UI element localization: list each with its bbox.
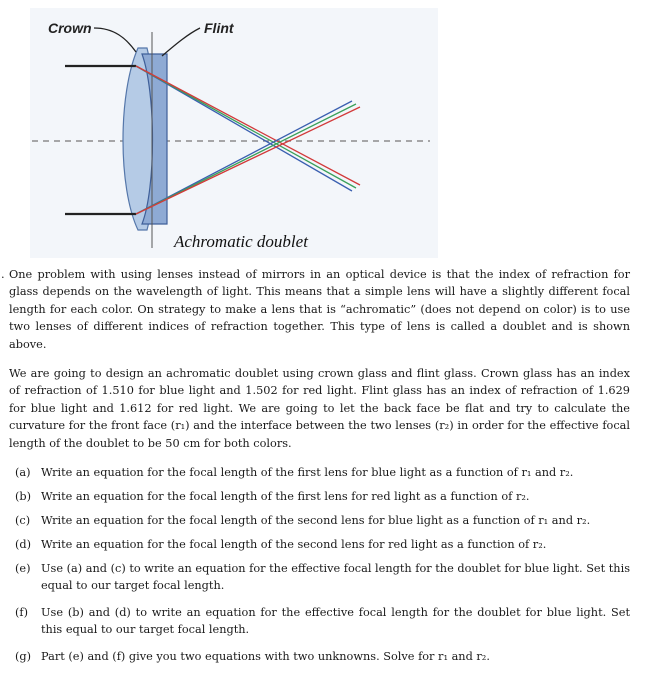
part-label: (f): [15, 606, 28, 620]
question-part-e: [0, 560, 630, 594]
part-label: (a): [15, 466, 31, 480]
part-text: Write an equation for the focal length of the second lens for red light as a function of r₂.: [41, 538, 547, 552]
part-label: (e): [15, 562, 31, 576]
question-part-c: [0, 512, 630, 529]
intro-paragraph-text: One problem with using lenses instead of mirrors in an optical device is that the index of refraction for glass depends on the wavelength of light. This means that a simple lens will have a slightly different focal length for each color. On strategy to make a lens that is “achromatic” (does not depend on color) is to use two lenses of different indices of refraction together. This type of lens is called a doublet and is shown above.: [9, 268, 630, 351]
ray-green-bottom: [136, 104, 356, 214]
achromatic-doublet-figure: [30, 8, 438, 258]
question-part-d: [0, 536, 630, 553]
ray-green-top: [136, 66, 356, 188]
part-text: Use (a) and (c) to write an equation for the effective focal length for the doublet for blue light. Set this equal to our target focal length.: [41, 562, 630, 593]
design-paragraph-text: We are going to design an achromatic doublet using crown glass and flint glass. Crown glass has an index of refraction of 1.510 for blue light and 1.502 for red light. Flint glass has an index of refraction of 1.629 for blue light and 1.612 for red light. We are going to let the back face be flat and try to calculate the curvature for the front face (r₁) and the interface between the two lenses (r₂) in order for the effective focal length of the doublet to be 50 cm for both colors.: [9, 367, 630, 450]
part-text: Write an equation for the focal length of the first lens for red light as a function of r₂.: [41, 490, 530, 504]
flint-label: Flint: [204, 20, 234, 36]
ray-red-bottom: [136, 107, 360, 214]
part-label: (b): [15, 490, 32, 504]
paragraph-lead-mark: .: [1, 268, 5, 281]
part-label: (d): [15, 538, 32, 552]
design-paragraph: [9, 365, 630, 452]
question-part-g: [0, 648, 630, 665]
ray-blue-top: [136, 66, 352, 191]
part-text: Part (e) and (f) give you two equations with two unknowns. Solve for r₁ and r₂.: [41, 650, 490, 664]
crown-label: Crown: [48, 20, 92, 36]
question-part-f: [0, 604, 630, 638]
intro-paragraph: [1, 266, 630, 353]
doublet-diagram: [30, 8, 438, 258]
question-part-b: [0, 488, 630, 505]
part-text: Write an equation for the focal length of the first lens for blue light as a function of r₁ and r₂.: [41, 466, 574, 480]
part-text: Use (b) and (d) to write an equation for the effective focal length for the doublet for blue light. Set this equal to our target focal length.: [41, 606, 630, 637]
part-label: (g): [15, 650, 32, 664]
ray-blue-bottom: [136, 101, 352, 214]
part-text: Write an equation for the focal length of the second lens for blue light as a function of r₁ and r₂.: [41, 514, 591, 528]
question-part-a: [0, 464, 630, 481]
flint-leader-line: [162, 28, 200, 56]
part-label: (c): [15, 514, 31, 528]
figure-caption: Achromatic doublet: [174, 232, 308, 251]
problem-text: [0, 266, 630, 672]
crown-leader-line: [94, 28, 136, 52]
ray-red-top: [136, 66, 360, 185]
